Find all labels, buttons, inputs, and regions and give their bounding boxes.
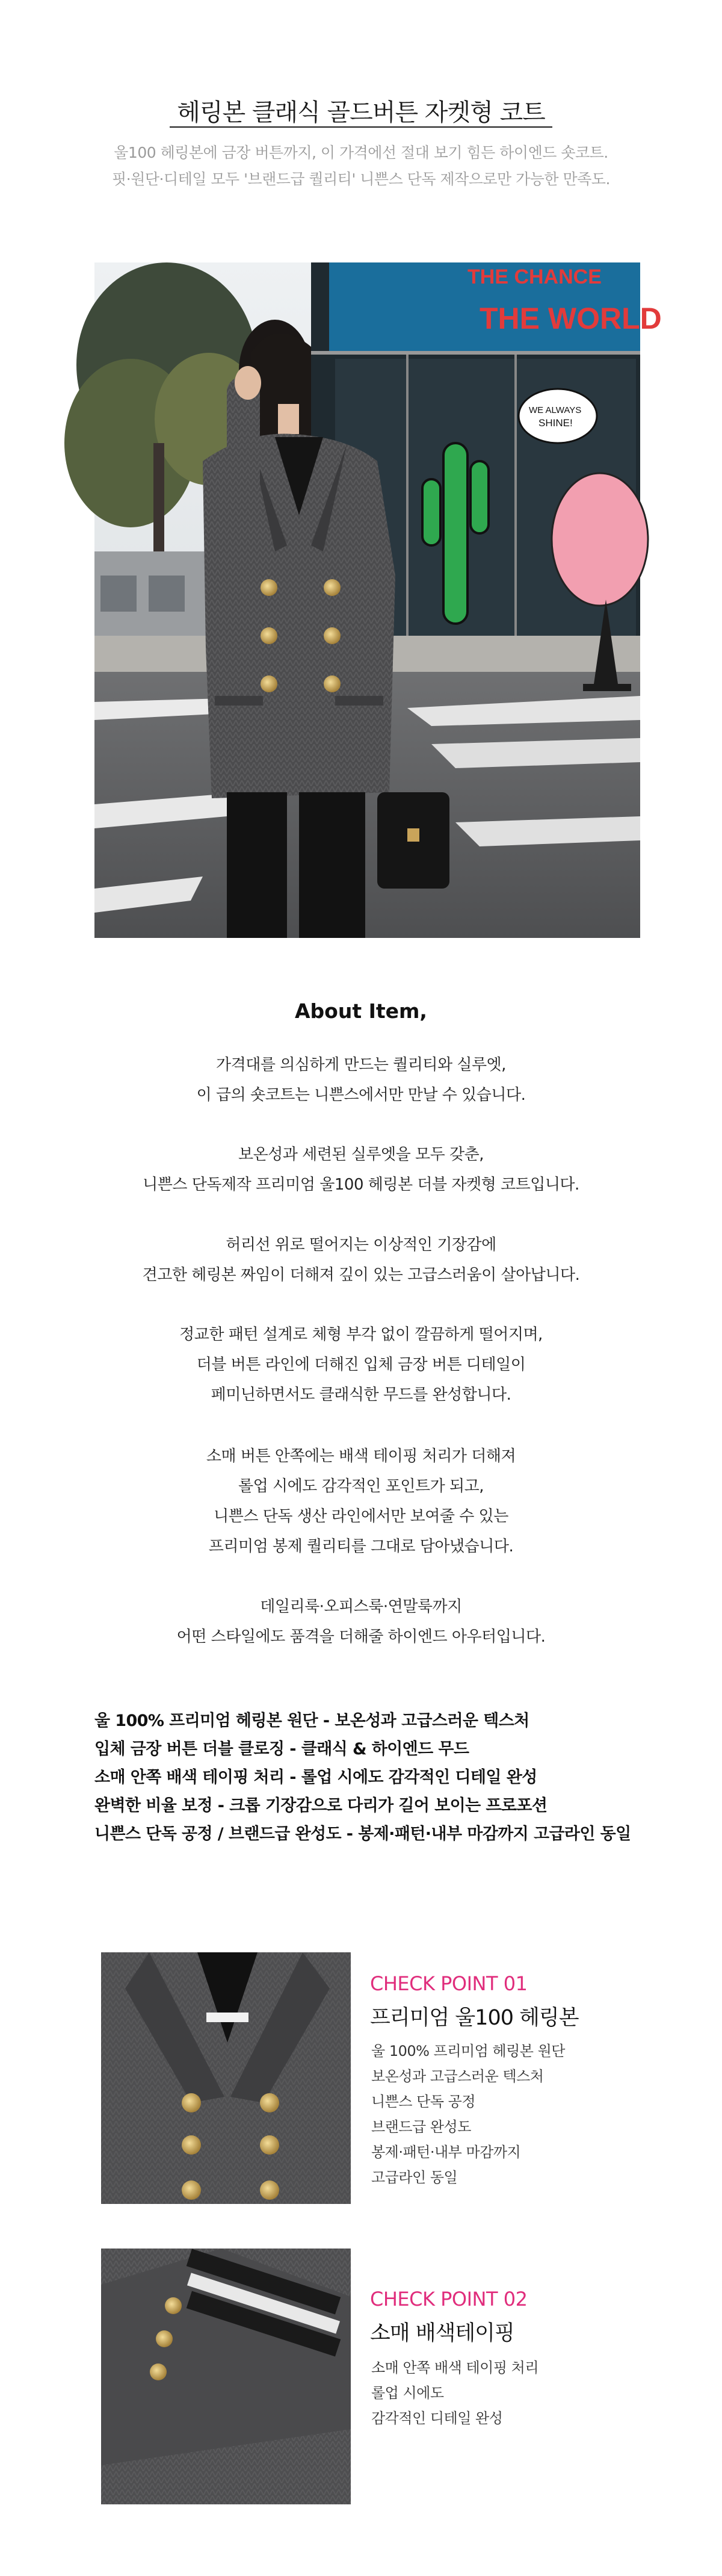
checkpoint-line: 롤업 시에도 xyxy=(371,2385,444,2401)
mural-text-2: THE WORLD xyxy=(480,302,662,335)
checkpoint-line: 울 100% 프리미엄 헤링본 원단 xyxy=(371,2043,565,2059)
page-title: 헤링본 클래식 골드버튼 자켓형 코트 xyxy=(177,99,545,126)
checkpoint-line: 봉제·패턴·내부 마감까지 xyxy=(371,2144,521,2161)
feature-item: 완벽한 비율 보정 - 크롭 기장감으로 다리가 길어 보이는 프로포션 xyxy=(94,1796,548,1815)
about-line: 허리선 위로 떨어지는 이상적인 기장감에 xyxy=(226,1236,496,1254)
checkpoint-2-description xyxy=(371,2355,538,2431)
checkpoint-2-label: CHECK POINT 02 xyxy=(370,2288,528,2311)
subtitle-line-2: 핏·원단·디테일 모두 '브랜드급 퀄리티' 니쁜스 단독 제작으로만 가능한 만족도. xyxy=(112,170,610,188)
about-line: 롤업 시에도 감각적인 포인트가 되고, xyxy=(238,1477,484,1495)
about-line: 이 급의 숏코트는 니쁜스에서만 만날 수 있습니다. xyxy=(196,1086,526,1104)
about-paragraph xyxy=(0,1592,722,1652)
checkpoint-1-photo xyxy=(101,1952,351,2204)
feature-item: 울 100% 프리미엄 헤링본 원단 - 보온성과 고급스러운 텍스처 xyxy=(94,1712,529,1730)
checkpoint-2-photo xyxy=(101,2249,351,2504)
feature-list xyxy=(94,1707,696,1848)
bubble-text-2: SHINE! xyxy=(538,417,573,429)
subtitle-line-1: 울100 헤링본에 금장 버튼까지, 이 가격에선 절대 보기 힘든 하이엔드 숏코트. xyxy=(114,144,608,161)
about-line: 더블 버튼 라인에 더해진 입체 금장 버튼 디테일이 xyxy=(196,1356,526,1374)
checkpoint-line: 니쁜스 단독 공정 xyxy=(371,2093,476,2110)
about-line: 어떤 스타일에도 품격을 더해줄 하이엔드 아우터입니다. xyxy=(176,1628,546,1646)
checkpoint-line: 소매 안쪽 배색 테이핑 처리 xyxy=(371,2359,539,2376)
about-paragraph xyxy=(0,1140,722,1200)
checkpoint-2-heading: 소매 배색테이핑 xyxy=(370,2321,514,2345)
about-line: 니쁜스 단독 생산 라인에서만 보여줄 수 있는 xyxy=(214,1507,508,1525)
checkpoint-line: 브랜드급 완성도 xyxy=(371,2118,471,2135)
about-line: 견고한 헤링본 짜임이 더해져 깊이 있는 고급스러움이 살아납니다. xyxy=(142,1266,580,1284)
about-line: 보온성과 세련된 실루엣을 모두 갖춘, xyxy=(238,1146,484,1164)
checkpoint-1-description xyxy=(371,2038,565,2190)
title-underline xyxy=(170,126,552,128)
about-paragraph xyxy=(0,1230,722,1290)
checkpoint-line: 감각적인 디테일 완성 xyxy=(371,2410,503,2427)
about-line: 니쁜스 단독제작 프리미엄 울100 헤링본 더블 자켓형 코트입니다. xyxy=(143,1176,579,1194)
feature-item: 소매 안쪽 배색 테이핑 처리 - 롤업 시에도 감각적인 디테일 완성 xyxy=(94,1768,537,1787)
about-line: 페미닌하면서도 클래식한 무드를 완성합니다. xyxy=(211,1386,511,1404)
mural-text-1: THE CHANCE xyxy=(467,265,602,288)
about-line: 정교한 패턴 설계로 체형 부각 없이 깔끔하게 떨어지며, xyxy=(179,1326,543,1344)
about-line: 소매 버튼 안쪽에는 배색 테이핑 처리가 더해져 xyxy=(206,1447,516,1465)
about-line: 가격대를 의심하게 만드는 퀄리티와 실루엣, xyxy=(216,1056,506,1074)
about-paragraph xyxy=(0,1441,722,1562)
about-line: 데일리룩·오피스룩·연말룩까지 xyxy=(260,1598,462,1616)
about-line: 프리미엄 봉제 퀄리티를 그대로 담아냈습니다. xyxy=(208,1538,514,1556)
checkpoint-line: 보온성과 고급스러운 텍스처 xyxy=(371,2068,544,2085)
checkpoint-line: 고급라인 동일 xyxy=(371,2169,458,2186)
feature-item: 입체 금장 버튼 더블 클로징 - 클래식 & 하이엔드 무드 xyxy=(94,1740,469,1758)
checkpoint-1-label: CHECK POINT 01 xyxy=(370,1972,528,1995)
about-paragraph xyxy=(0,1050,722,1110)
feature-item: 니쁜스 단독 공정 / 브랜드급 완성도 - 봉제·패턴·내부 마감까지 고급라인 동일 xyxy=(94,1825,631,1843)
bubble-text-1: WE ALWAYS xyxy=(529,405,582,415)
checkpoint-1-heading: 프리미엄 울100 헤링본 xyxy=(370,2006,579,2030)
about-paragraph xyxy=(0,1320,722,1410)
hero-product-photo xyxy=(94,262,662,938)
about-item-title: About Item, xyxy=(295,999,427,1023)
